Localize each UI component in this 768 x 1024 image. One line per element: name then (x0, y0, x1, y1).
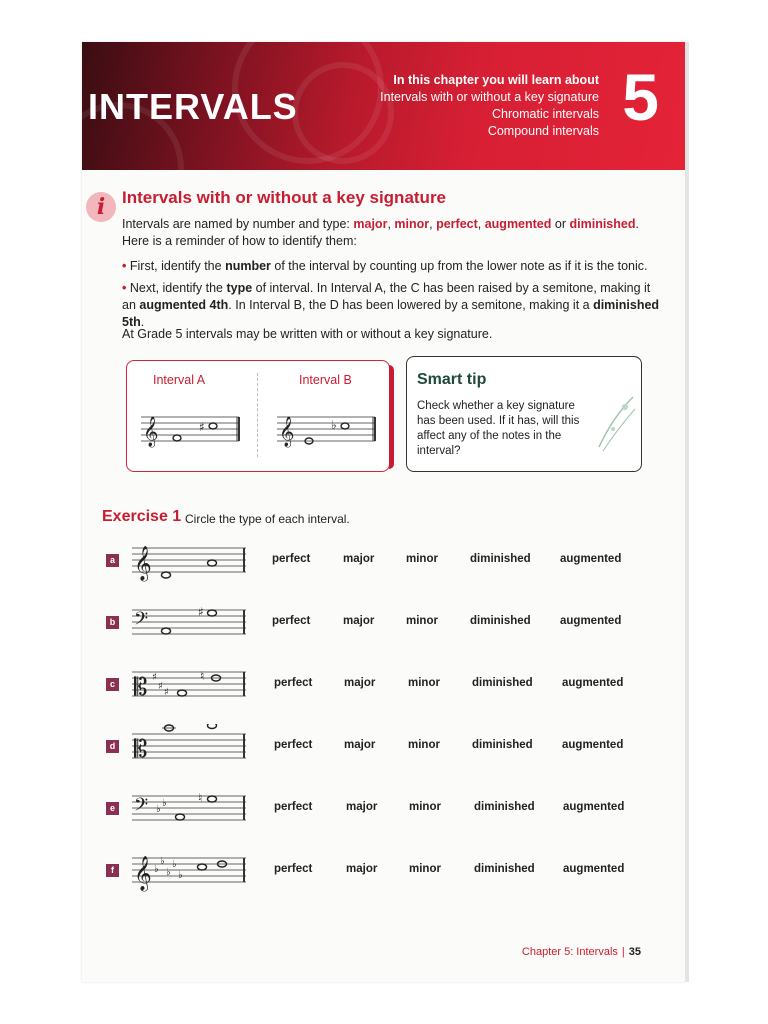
row-letter-badge: b (106, 616, 119, 629)
treble-clef-icon: 𝄞 (143, 417, 159, 447)
page-footer (522, 946, 641, 958)
exercise-row-e (82, 786, 685, 836)
learn-item: Chromatic intervals (492, 107, 599, 121)
treble-clef-icon: 𝄞 (134, 546, 152, 581)
row-letter-badge: a (106, 554, 119, 567)
alto-staff (132, 662, 248, 708)
alto-clef-icon: 𝄡 (134, 735, 148, 763)
svg-text:♮: ♮ (198, 791, 203, 805)
section-title: Intervals with or without a key signature (122, 188, 447, 207)
bullet-1: • First, identify the number of the interval by counting up from the lower note as if it is the tonic. (122, 259, 648, 273)
interval-a-label: Interval A (153, 373, 206, 387)
option-augmented[interactable]: augmented (562, 677, 624, 689)
option-minor[interactable]: minor (409, 863, 441, 875)
option-augmented[interactable]: augmented (562, 739, 624, 751)
learn-item: Compound intervals (487, 124, 599, 138)
exercise-row-f (82, 848, 685, 898)
option-minor[interactable]: minor (409, 801, 441, 813)
interval-example-box (126, 360, 390, 472)
chapter-title: INTERVALS (88, 86, 298, 127)
smart-tip-text: Check whether a key signature has been used. If it has, will this affect any of the notes in the interval? (417, 400, 580, 457)
option-augmented[interactable]: augmented (563, 863, 625, 875)
alto-staff (132, 724, 248, 770)
exercise-instruction: Circle the type of each interval. (185, 512, 350, 526)
option-diminished[interactable]: diminished (472, 677, 533, 689)
option-perfect[interactable]: perfect (274, 801, 313, 813)
type-term: perfect (436, 217, 478, 231)
chapter-banner (82, 42, 685, 170)
row-letter-badge: d (106, 740, 119, 753)
option-perfect[interactable]: perfect (274, 863, 313, 875)
svg-text:♭: ♭ (162, 798, 167, 809)
option-minor[interactable]: minor (408, 677, 440, 689)
option-augmented[interactable]: augmented (563, 801, 625, 813)
svg-text:♯: ♯ (164, 687, 169, 698)
svg-text:♭: ♭ (156, 804, 161, 815)
bullet-text: of interval. In Interval A, the C has been raised by a semitone, making it an (122, 281, 651, 312)
option-perfect[interactable]: perfect (272, 553, 311, 565)
interval-a-staff (141, 409, 241, 449)
row-letter-badge: e (106, 802, 119, 815)
bullet-bold: diminished 5th (122, 298, 660, 329)
option-perfect[interactable]: perfect (274, 739, 313, 751)
svg-text:♮: ♮ (200, 669, 205, 683)
option-diminished[interactable]: diminished (470, 553, 531, 565)
option-major[interactable]: major (343, 553, 375, 565)
smart-tip-title: Smart tip (417, 371, 487, 388)
intro-text: Intervals are named by number and type: (122, 217, 354, 231)
option-major[interactable]: major (346, 863, 378, 875)
footer-separator: | (621, 946, 625, 958)
option-diminished[interactable]: diminished (470, 615, 531, 627)
exercise-row-d (82, 724, 685, 774)
option-major[interactable]: major (344, 677, 376, 689)
row-letter-badge: c (106, 678, 119, 691)
bass-staff (132, 786, 248, 832)
svg-text:♯: ♯ (152, 672, 157, 683)
bullet-bold: augmented 4th (139, 298, 229, 312)
svg-text:♯: ♯ (198, 605, 204, 619)
page-number: 35 (628, 946, 641, 958)
smart-tip-decoration-icon (593, 387, 637, 457)
book-page (82, 42, 685, 982)
svg-text:♭: ♭ (331, 418, 337, 432)
bullet-text: Next, identify the (129, 281, 227, 295)
chapter-learn-list (380, 72, 599, 140)
exercise-row-b (82, 600, 685, 650)
exercise-row-a (82, 538, 685, 588)
option-augmented[interactable]: augmented (560, 615, 622, 627)
option-diminished[interactable]: diminished (472, 739, 533, 751)
row-letter-badge: f (106, 864, 119, 877)
footer-chapter: Chapter 5: Intervals (521, 946, 618, 958)
decorative-swirl (292, 62, 394, 164)
option-diminished[interactable]: diminished (474, 801, 535, 813)
chapter-number: 5 (622, 60, 659, 134)
option-perfect[interactable]: perfect (272, 615, 311, 627)
learn-heading: In this chapter you will learn about (393, 73, 599, 87)
exercise-title: Exercise 1 (102, 508, 182, 525)
type-term: minor (394, 217, 430, 231)
option-minor[interactable]: minor (406, 615, 438, 627)
treble-clef-icon: 𝄞 (279, 417, 295, 447)
option-major[interactable]: major (346, 801, 378, 813)
svg-text:♯: ♯ (199, 420, 205, 434)
type-term: major (353, 217, 388, 231)
interval-b-staff (277, 409, 377, 449)
option-major[interactable]: major (344, 739, 376, 751)
bullet-bold: type (226, 281, 253, 295)
svg-text:♭: ♭ (172, 859, 177, 870)
info-icon: i (86, 192, 116, 222)
bullet-text: . In Interval B, the D has been lowered by a semitone, making it a (228, 298, 594, 312)
bullet-2: • Next, identify the type of interval. In Interval A, the C has been raised by a semitone, making it an augmented 4th. In Interval B, the D has been lowered by a semitone, making it a diminished 5th. (122, 281, 660, 329)
bullet-bold: number (225, 259, 271, 273)
page-edge (685, 42, 689, 982)
type-term: diminished (569, 217, 636, 231)
bullet-text: First, identify the (129, 259, 226, 273)
bass-staff (132, 600, 248, 646)
intro-paragraph: Intervals are named by number and type: major, minor, perfect, augmented or diminished. Here is a reminder of how to identify them: (122, 217, 639, 248)
svg-text:♯: ♯ (158, 681, 163, 692)
intro-text: or (554, 217, 567, 231)
option-minor[interactable]: minor (406, 553, 438, 565)
option-diminished[interactable]: diminished (474, 863, 535, 875)
bass-clef-icon: 𝄢 (134, 609, 149, 634)
smart-tip-box (406, 356, 642, 472)
exercise-row-c (82, 662, 685, 712)
bullet-text: . (140, 315, 145, 329)
closing-paragraph: At Grade 5 intervals may be written with or without a key signature. (122, 327, 493, 341)
svg-text:♭: ♭ (166, 867, 171, 878)
treble-staff (132, 848, 248, 894)
type-term: augmented (484, 217, 552, 231)
svg-text:♭: ♭ (160, 856, 165, 867)
alto-clef-icon: 𝄡 (134, 673, 148, 701)
svg-text:♭: ♭ (154, 864, 159, 875)
treble-staff (132, 538, 248, 584)
divider (257, 373, 258, 457)
bullet-text: of the interval by counting up from the lower note as if it is the tonic. (270, 259, 648, 273)
intro-text: Here is a reminder of how to identify them: (122, 234, 357, 248)
treble-clef-icon: 𝄞 (134, 856, 152, 891)
learn-item: Intervals with or without a key signature (380, 90, 599, 104)
svg-text:♭: ♭ (178, 870, 183, 881)
option-perfect[interactable]: perfect (274, 677, 313, 689)
bass-clef-icon: 𝄢 (134, 795, 149, 820)
interval-b-label: Interval B (299, 373, 352, 387)
option-minor[interactable]: minor (408, 739, 440, 751)
option-augmented[interactable]: augmented (560, 553, 622, 565)
option-major[interactable]: major (343, 615, 375, 627)
